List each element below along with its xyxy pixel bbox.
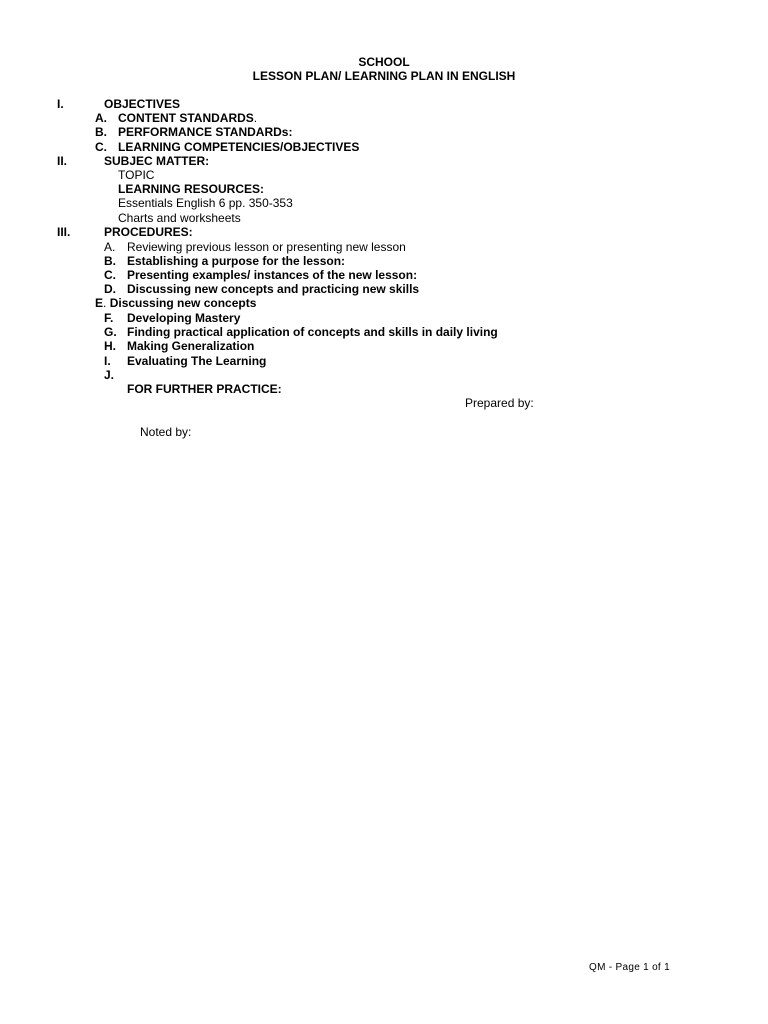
procedure-h-marker: H. [104,339,116,353]
objective-a-period: . [253,111,258,125]
procedure-f-text: Developing Mastery [127,311,241,325]
procedure-c-marker: C. [104,268,116,282]
procedure-b-text: Establishing a purpose for the lesson: [127,254,346,268]
prepared-by-label: Prepared by: [465,396,534,410]
resource-item-2: Charts and worksheets [118,211,241,225]
procedure-i-text: Evaluating The Learning [127,354,267,368]
objective-a-marker: A. [95,111,107,125]
procedure-d-text: Discussing new concepts and practicing new skills [127,282,420,296]
objective-c-marker: C. [95,140,107,154]
section-2-heading: SUBJEC MATTER: [104,154,210,168]
procedure-a-marker: A. [104,240,116,254]
procedure-h-text: Making Generalization [127,339,255,353]
learning-resources-heading: LEARNING RESOURCES: [118,182,265,196]
objective-a [118,111,257,125]
procedure-g-text: Finding practical application of concepts and skills in daily living [127,325,498,339]
topic-label: TOPIC [118,168,155,182]
procedure-e-marker: E [95,296,104,310]
procedure-f-marker: F. [104,311,114,325]
procedure-a-text: Reviewing previous lesson or presenting new lesson [127,240,406,254]
section-3-heading: PROCEDURES: [104,225,193,239]
procedure-c-text: Presenting examples/ instances of the new lesson: [127,268,418,282]
noted-by-label: Noted by: [140,425,192,439]
section-1-numeral: I. [57,97,64,111]
page-footer: QM - Page 1 of 1 [589,962,670,973]
procedure-d-marker: D. [104,282,116,296]
document-title: LESSON PLAN/ LEARNING PLAN IN ENGLISH [252,69,516,83]
school-heading: SCHOOL [358,55,410,69]
procedure-b-marker: B. [104,254,116,268]
section-2-numeral: II. [57,154,68,168]
procedure-e [95,296,256,310]
procedure-g-marker: G. [104,325,117,339]
procedure-e-text: Discussing new concepts [106,296,257,310]
section-3-numeral: III. [57,225,71,239]
objective-c-text: LEARNING COMPETENCIES/OBJECTIVES [118,140,360,154]
section-1-heading: OBJECTIVES [104,97,181,111]
objective-a-text: CONTENT STANDARDS [118,111,254,125]
resource-item-1: Essentials English 6 pp. 350-353 [118,196,293,210]
procedure-e-period: . [103,296,107,310]
procedure-j-marker: J. [104,368,115,382]
further-practice-heading: FOR FURTHER PRACTICE: [127,382,282,396]
objective-b-marker: B. [95,125,107,139]
procedure-i-marker: I. [104,354,111,368]
objective-b-text: PERFORMANCE STANDARDs: [118,125,293,139]
